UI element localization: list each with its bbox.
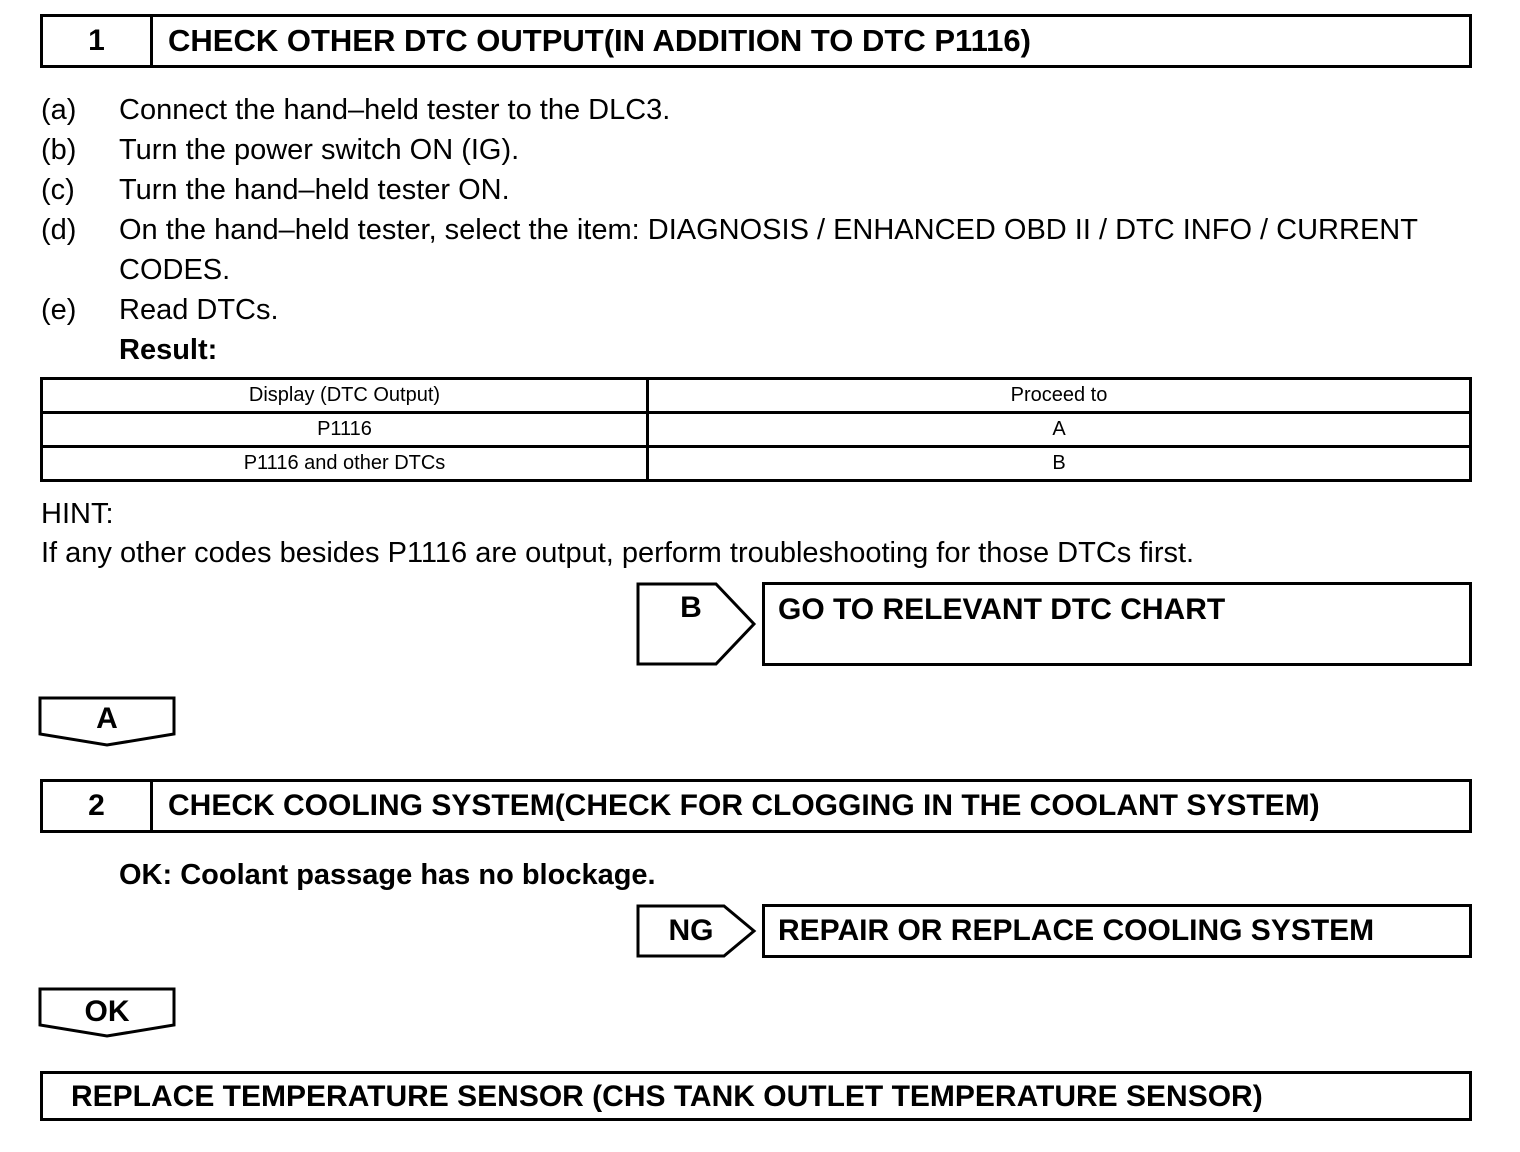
table-header-row [42,379,1471,413]
item-c-label: (c) [41,174,75,206]
branch-ng-label: NG [668,914,714,947]
table-header-proceed: Proceed to [648,379,1471,413]
table-cell: P1116 and other DTCs [42,447,648,481]
branch-ng-action-box [762,904,1472,958]
branch-b-action: GO TO RELEVANT DTC CHART [778,593,1226,626]
item-e-text: Read DTCs. [119,294,279,326]
step-2-number: 2 [43,782,153,830]
branch-a-label: A [96,702,118,735]
table-row [42,413,1471,447]
hint-label: HINT: [41,498,114,530]
branch-b-tag [636,582,758,666]
item-c-text: Turn the hand–held tester ON. [119,174,510,206]
item-e-label: (e) [41,294,77,326]
hint-text: If any other codes besides P1116 are output, perform troubleshooting for those DTCs first. [41,537,1195,569]
ok-criteria-text: OK: Coolant passage has no blockage. [119,859,656,891]
branch-ng-action: REPAIR OR REPLACE COOLING SYSTEM [778,914,1375,947]
item-a-text: Connect the hand–held tester to the DLC3. [119,94,671,126]
branch-ng-tag [636,904,758,958]
step-1-header [40,14,1472,68]
final-action-text: REPLACE TEMPERATURE SENSOR (CHS TANK OUTLET TEMPERATURE SENSOR) [71,1080,1263,1113]
step-1-number: 1 [43,17,153,65]
branch-b-action-box [762,582,1472,666]
item-d-text: On the hand–held tester, select the item: DIAGNOSIS / ENHANCED OBD II / DTC INFO / CURRENT [119,214,1418,246]
item-d-label: (d) [41,214,77,246]
table-header-display: Display (DTC Output) [42,379,648,413]
table-row [42,447,1471,481]
step-1-title: CHECK OTHER DTC OUTPUT(IN ADDITION TO DTC P1116) [168,23,1031,58]
item-b-text: Turn the power switch ON (IG). [119,134,520,166]
table-cell: B [648,447,1471,481]
branch-b-label: B [680,591,702,624]
branch-ok-label: OK [84,995,130,1028]
result-table [40,377,1472,482]
branch-a-tag [38,696,178,748]
item-d-continuation: CODES. [119,254,231,286]
item-a-label: (a) [41,94,77,126]
table-cell: A [648,413,1471,447]
step-2-header [40,779,1472,833]
final-action-box [40,1071,1472,1121]
branch-ok-tag [38,987,178,1039]
table-cell: P1116 [42,413,648,447]
result-label: Result: [119,334,218,366]
item-b-label: (b) [41,134,77,166]
step-2-title: CHECK COOLING SYSTEM(CHECK FOR CLOGGING IN THE COOLANT SYSTEM) [168,789,1320,822]
